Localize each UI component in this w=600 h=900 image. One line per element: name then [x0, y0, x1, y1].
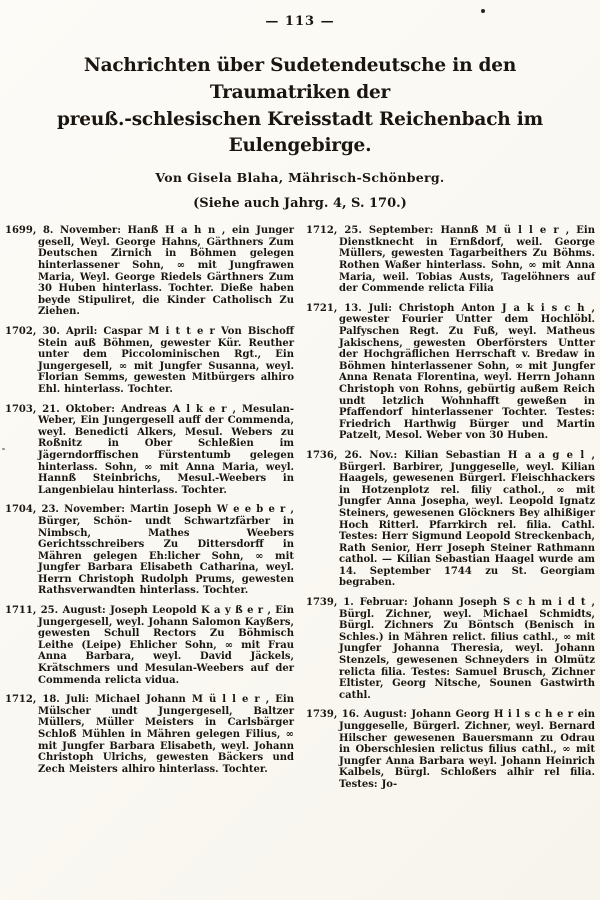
- matriken-entry-1699: 1699, 8. November: Hanß H a h n , ein Junger gesell, Weyl. George Hahns, Gärthners Zum Deutschen Zirnich in Böhmen gelegen hinterlassener Sohn, ∞ mit Jungfrawen Maria, Weyl. George Riedels Gärthners Zum 30 Huben hinterlass. Tochter. Dieße haben beyde Stipuliret, die Kinder Catholisch Zu Ziehen.: [5, 225, 294, 318]
- matriken-entry-1721: 1721, 13. Juli: Christoph Anton J a k i s c h , gewester Fourier Untter dem Hochlöbl. Palfyschen Regt. Zu Fuß, weyl. Matheus Jakischens, gewesten Oberförsters Untter der Hochgräflichen Herrschaft v. Bredaw in Böhmen hinterlassener Sohn, ∞ mit Jungfer Anna Renata Florentina, weyl. Herrn Johann Christoph von Rohns, gebürtig außem Reich undt letzlich Wohnhafft geweßen in Pfaffendorf hinterlassener Tochter. Testes: Friedrich Harthwig Bürger und Martin Patzelt, Mesol. Weber von 30 Huben.: [306, 302, 595, 442]
- article-title-line2: preuß.-schlesischen Kreisstadt Reichenbach im Eulengebirge.: [57, 108, 543, 157]
- matriken-entry-1704: 1704, 23. November: Martin Joseph W e e b e r , Bürger, Schön- undt Schwartzfärber in Nimbsch, Mathes Weebers Gerichtsschreibers Zu Dittersdorff in Mähren gelegen Eh:licher Sohn, ∞ mit Jungfer Barbara Elisabeth Catharina, weyl. Herrn Christoph Rudolph Prums, gewesten Rathsverwandten hinterlass. Tochter.: [5, 504, 294, 597]
- matriken-entry-1711: 1711, 25. August: Joseph Leopold K a y ß e r , Ein Jungergesell, weyl. Johann Salomon Kayßers, gewesten Schull Rectors Zu Böhmisch Leithe (Leipe) Ehlicher Sohn, ∞ mit Frau Anna Barbara, weyl. David Jäckels, Krätschmers und Mesulan-Weebers auf der Commenda relicta vidua.: [5, 605, 295, 686]
- matriken-entry-1712-september: 1712, 25. September: Hannß M ü l l e r , Ein Dienstknecht in Ernßdorf, weil. George Müllers, gewesten Tagarbeithers Zu Böhms. Rothen Waßer hinterlass. Sohn, ∞ mit Anna Maria, weil. Tobias Austs, Tagelöhners auf der Commende relicta Filia: [306, 225, 595, 295]
- series-reference: (Siehe auch Jahrg. 4, S. 170.): [193, 196, 407, 212]
- matriken-entry-1712-juli: 1712, 18. Juli: Michael Johann M ü l l e r , Ein Mülscher undt Jungergesell, Baltzer Müllers, Müller Meisters in Carlsbärger Schloß Mühlen in Mähren gelegen Filius, ∞ mit Jungfer Barbara Elisabeth, weyl. Johann Christoph Ulrichs, gewesten Bäckers und Zech Meisters alhiro hinterlass. Tochter.: [5, 694, 294, 775]
- matriken-entry-1702: 1702, 30. April: Caspar M i t t e r Von Bischoff Stein auß Böhmen, gewester Kür. Reuther unter dem Piccolominischen Rgt., Ein Jungergesell, ∞ mit Jungfer Susanna, weyl. Florian Semms, gewesten Mitbürgers alhiro Ehl. hinterlass. Tochter.: [5, 326, 294, 395]
- byline: Von Gisela Blaha, Mährisch-Schönberg.: [155, 170, 445, 186]
- two-column-text: [0, 225, 600, 798]
- ink-speck: [481, 9, 485, 13]
- article-title: [14, 53, 586, 160]
- column-left: [5, 225, 294, 798]
- matriken-entry-1703: 1703, 21. Oktober: Andreas A l k e r , Mesulan-Weber, Ein Jungergesell auff der Commenda, weyl. Benedicti Alkers, Mesul. Webers zu Roßnitz in Ober Schleßien im Jägerndorffischen Fürstentumb gelegen hinterlass. Sohn, ∞ mit Anna Maria, weyl. Hannß Steinbrichs, Mesul.-Weebers in Langenbielau hinterlass. Tochter.: [5, 403, 294, 496]
- column-right: [306, 225, 595, 798]
- matriken-entry-1739-august: 1739, 16. August: Johann Georg H i l s c h e r ein Junggeselle, Bürgerl. Zichner, weyl. Bernard Hilscher gewesenen Bauersmann zu Odrau in Oberschlesien relictus filius cathl., ∞ mit Jungfer Anna Barbara weyl. Johann Heinrich Kalbels, Bürgl. Schloßers alhir rel filia. Testes: Jo-: [306, 709, 595, 790]
- matriken-entry-1736: 1736, 26. Nov.: Kilian Sebastian H a a g e l , Bürgerl. Barbirer, Junggeselle, weyl. Kilian Haagels, gewesenen Bürgerl. Fleischhackers in Hotzenplotz rel. filiy cathol., ∞ mit Jungfer Anna Josepha, weyl. Leopold Ignatz Steiners, gewesenen Glöckners Bey alhißiger Hoch Ritterl. Pfarrkirch rel. filia. Cathl. Testes: Herr Sigmund Leopold Streckenbach, Rath Senior, Herr Joseph Steiner Rathmann cathol. — Kilian Sebastian Haagel wurde am 14. September 1744 zu St. Georgiam begraben.: [306, 449, 595, 589]
- page-number: — 113 —: [265, 14, 335, 29]
- article-title-line1: Nachrichten über Sudetendeutsche in den Traumatriken der: [83, 55, 517, 103]
- ink-speck: [2, 448, 5, 450]
- matriken-entry-1739-februar: 1739, 1. Februar: Johann Joseph S c h m i d t , Bürgl. Zichner, weyl. Michael Schmidts, Bürgl. Zichners Zu Böntsch (Benisch in Schles.) in Mähren relict. filius cathl., ∞ mit Jungfer Johanna Theresia, weyl. Johann Stenzels, gewesenen Schneyders in Olmütz relicta filia. Testes: Samuel Brusch, Zichner Eltister, Georg Nitsche, Sounen Gastwirth cathl.: [306, 597, 595, 701]
